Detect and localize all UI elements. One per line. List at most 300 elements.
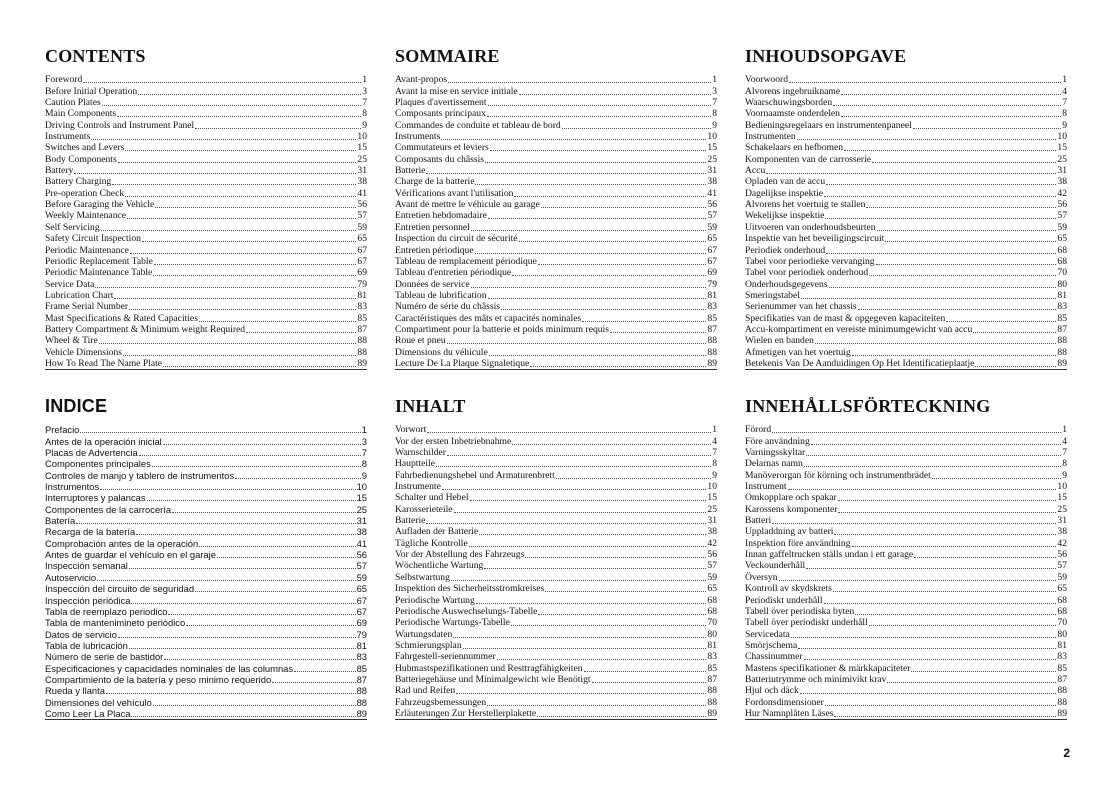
toc-entry-page: 57 [1057,560,1067,572]
toc-entry-page: 57 [707,210,717,222]
toc-entry-page: 9 [712,469,717,481]
dot-leader [485,162,706,163]
toc-entry-page: 38 [707,176,717,188]
dot-leader [562,128,711,129]
toc-entry-label: Tabla de reemplazo periodico [45,605,168,617]
toc-entry [745,85,1067,96]
toc-entry [745,515,1067,526]
toc-entry [395,628,717,639]
dot-leader [130,253,356,254]
toc-entry [395,256,717,267]
toc-entry [745,696,1067,707]
toc-entry-label: Periodische Wartungs-Tabelle [395,617,510,629]
toc-entry-page: 1 [1062,74,1067,86]
toc-entry [45,617,367,628]
section-title: INHALT [395,396,466,416]
dot-leader [106,693,356,694]
toc-entry-page: 38 [357,176,367,188]
toc-entry-page: 81 [357,289,367,301]
toc-entry-page: 9 [1062,469,1067,481]
toc-entry-label: Componentes principales [45,458,151,470]
toc-entry-label: Entretien personnel [395,221,470,233]
dot-leader [545,591,706,592]
dot-leader [447,343,707,344]
toc-entry [745,97,1067,108]
toc-entry [745,503,1067,514]
toc-entry [45,628,367,639]
toc-entry-page: 38 [707,526,717,538]
toc-entry [745,583,1067,594]
dot-leader [470,500,707,501]
toc-entry [745,708,1067,719]
dot-leader [779,580,1057,581]
toc-entry-label: Mastens specifikationer & märkkapaciteter [745,662,911,674]
dot-leader [153,275,356,276]
toc-entry [745,674,1067,685]
toc-entry [395,131,717,142]
dot-leader [131,603,355,604]
dot-leader [426,523,706,524]
toc-entry-page: 10 [356,481,367,493]
toc-entry [745,244,1067,255]
dot-leader [834,716,1056,717]
toc-entry [45,74,367,85]
toc-entry-page: 41 [707,187,717,199]
toc-entry-label: Hur Namnplåten Läses [745,707,834,719]
toc-entry [395,346,717,357]
toc-entry-page: 88 [1057,346,1067,358]
dot-leader [195,128,361,129]
toc-entry-label: Omkopplare och spakar [745,492,837,504]
dot-leader [824,196,1056,197]
toc-entry [395,503,717,514]
toc-entry-label: Periodic Maintenance [45,244,129,256]
toc-entry-page: 8 [712,108,717,120]
toc-entry-label: Tägliche Kontrolle [395,537,468,549]
section-dutch [745,44,1067,370]
dot-leader [811,444,1061,445]
toc-entry [745,358,1067,369]
dot-leader [272,682,355,683]
dot-leader [582,321,706,322]
toc-entry-label: Dagelijkse inspektie [745,187,824,199]
toc-entry-page: 89 [1057,707,1067,719]
toc-entry-page: 79 [707,278,717,290]
toc-entry-page: 79 [356,628,367,640]
toc-entry-label: Batteri [745,515,772,527]
toc-entry-page: 59 [1057,571,1067,583]
toc-entry-page: 59 [707,571,717,583]
toc-entry-page: 8 [361,458,367,470]
toc-entry-label: Instrumente [395,481,441,493]
toc-entry [45,233,367,244]
toc-entry-page: 56 [357,199,367,211]
toc-entry [45,199,367,210]
dot-leader [97,580,355,581]
dot-leader [91,139,356,140]
toc-entry-page: 88 [1057,335,1067,347]
toc-entry-label: Schmierungsplan [395,639,462,651]
toc-entry-page: 68 [1057,594,1067,606]
dot-leader [80,432,360,433]
toc-entry-label: Lubrication Chart [45,289,114,301]
toc-entry-label: Manöverorgan för körning och instrumentbrädet [745,469,931,481]
dot-leader [804,466,1061,467]
toc-entry-label: Erläuterungen Zur Herstellerplakette [395,707,537,719]
toc-entry-page: 65 [1057,583,1067,595]
dot-leader [469,546,707,547]
toc-entry-page: 56 [707,199,717,211]
toc-entry-page: 87 [1057,673,1067,685]
dot-leader [772,523,1056,524]
toc-entry [395,481,717,492]
toc-entry-label: Commandes de conduite et tableau de bord [395,119,561,131]
toc-entry [745,481,1067,492]
dot-leader [142,241,356,242]
toc-entry-page: 87 [356,673,367,685]
toc-entry-label: Smörjschema [745,639,798,651]
toc-entry [45,210,367,221]
toc-entry-page: 79 [357,278,367,290]
dot-leader [99,343,357,344]
toc-entry-page: 15 [707,142,717,154]
toc-entry-page: 69 [356,617,367,629]
toc-entry-page: 59 [356,571,367,583]
dot-leader [876,264,1057,265]
toc-entry-page: 41 [357,187,367,199]
toc-entry-label: Battery [45,165,74,177]
dot-leader [100,489,355,490]
toc-entry [395,696,717,707]
toc-entry [745,233,1067,244]
toc-entry-label: Vor der ersten Inbetriebnahme [395,435,512,447]
dot-leader [447,455,711,456]
dot-leader [772,432,1061,433]
toc-entry-label: Kontroll av skydskrets [745,583,832,595]
toc-entry-page: 1 [712,424,717,436]
toc-entry-label: Serienummer van het chassis [745,301,857,313]
toc-entry-label: Main Components [45,108,117,120]
toc-entry-label: Rad und Reifen [395,685,456,697]
dot-leader [186,625,355,626]
toc-entry [45,685,367,696]
dot-leader [512,444,711,445]
toc-entry-page: 10 [1057,131,1067,143]
toc-entry [395,301,717,312]
toc-entry [45,324,367,335]
toc-entry-page: 88 [357,335,367,347]
toc-entry-label: Batteriutrymme och minimivikt krav [745,673,887,685]
toc-entry [45,108,367,119]
dot-leader [426,173,706,174]
toc-entry [395,640,717,651]
toc-entry-page: 85 [707,662,717,674]
dot-leader [975,366,1056,367]
toc-entry-label: Composants du châssis [395,153,485,165]
dot-leader [490,150,707,151]
toc-entry [745,165,1067,176]
toc-list [745,74,1067,370]
toc-entry-page: 31 [1057,165,1067,177]
dot-leader [117,116,361,117]
toc-entry [745,335,1067,346]
toc-entry-label: Entretien périodique [395,244,474,256]
toc-entry-page: 83 [1057,651,1067,663]
toc-entry-page: 89 [356,707,367,719]
toc-entry [395,424,717,435]
section-title: INNEHÅLLSFÖRTECKNING [745,396,991,416]
toc-entry-page: 85 [707,312,717,324]
toc-entry-label: Charge de la batterie [395,176,475,188]
toc-entry-label: Karosserieteile [395,503,453,515]
dot-leader [294,671,356,672]
toc-entry [745,458,1067,469]
toc-entry-page: 56 [1057,199,1067,211]
toc-entry [45,290,367,301]
dot-leader [138,94,361,95]
toc-entry-label: Service Data [45,278,95,290]
toc-entry-page: 57 [356,560,367,572]
toc-entry-label: Accu [745,165,766,177]
toc-entry [45,335,367,346]
toc-entry-page: 8 [1062,108,1067,120]
dot-leader [153,705,356,706]
toc-entry-label: Entretien hebdomadaire [395,210,487,222]
toc-entry [395,708,717,719]
toc-entry-label: Instruments [45,131,91,143]
toc-entry-page: 10 [1057,481,1067,493]
toc-entry [45,435,367,446]
toc-entry [395,583,717,594]
dot-leader [147,500,356,501]
toc-entry-page: 3 [362,85,367,97]
toc-entry-page: 83 [707,301,717,313]
toc-entry-label: Controles de manjo y tablero de instrumentos [45,469,235,481]
toc-entry [45,278,367,289]
toc-entry-page: 81 [1057,289,1067,301]
dot-leader [127,218,356,219]
toc-entry-label: Foreword [45,74,83,86]
toc-entry-page: 88 [707,696,717,708]
dot-leader [199,321,356,322]
toc-entry-page: 65 [356,583,367,595]
toc-entry-page: 8 [1062,458,1067,470]
dot-leader [798,648,1056,649]
dot-leader [800,693,1057,694]
toc-entry-label: Inspection du circuit de sécurité [395,233,518,245]
toc-entry-page: 67 [356,605,367,617]
toc-entry-label: Alvorens het voertuig te stallen [745,199,866,211]
toc-entry-page: 67 [707,244,717,256]
toc-entry-label: Safety Circuit Inspection [45,233,141,245]
dot-leader [101,230,357,231]
toc-entry-label: Betekenis Van De Aanduidingen Op Het Identificatieplaatje [745,357,975,369]
toc-entry [45,458,367,469]
toc-entry-label: Fahrbedienungshebel und Armaturenbrett [395,469,555,481]
toc-entry-page: 88 [1057,685,1067,697]
dot-leader [872,162,1056,163]
toc-entry [395,447,717,458]
toc-entry [45,424,367,435]
toc-entry-label: Roue et pneu [395,335,446,347]
toc-entry [745,256,1067,267]
toc-entry [395,176,717,187]
toc-entry [745,210,1067,221]
toc-entry [745,628,1067,639]
toc-entry-page: 88 [356,685,367,697]
toc-entry-label: Instrumentos [45,481,100,493]
toc-entry [45,312,367,323]
toc-entry-page: 89 [707,357,717,369]
toc-entry [45,301,367,312]
toc-entry-page: 4 [712,435,717,447]
toc-entry [395,199,717,210]
toc-entry-page: 70 [1057,267,1067,279]
toc-entry [45,492,367,503]
toc-entry-label: Servicedata [745,628,790,640]
toc-entry-label: Before Initial Operation [45,85,138,97]
dot-leader [791,637,1057,638]
toc-entry [45,267,367,278]
toc-entry-label: Wekelijkse inspektie [745,210,825,222]
toc-entry [745,119,1067,130]
toc-entry [395,492,717,503]
toc-entry [745,424,1067,435]
toc-entry-label: Instrument [745,481,787,493]
toc-entry-page: 57 [1057,210,1067,222]
dot-leader [76,523,355,524]
dot-leader [463,648,707,649]
dot-leader [475,184,706,185]
toc-entry-page: 81 [707,639,717,651]
toc-entry [395,358,717,369]
toc-entry-label: Selbstwartung [395,571,450,583]
toc-entry [45,674,367,685]
dot-leader [497,659,707,660]
toc-entry-label: Periodic Replacement Table [45,255,153,267]
toc-entry-page: 8 [712,458,717,470]
toc-entry-label: Fordonsdimensioner [745,696,824,708]
toc-entry [45,244,367,255]
dot-leader [453,637,706,638]
toc-entry-page: 4 [1062,85,1067,97]
toc-entry [395,244,717,255]
toc-entry-label: Rueda y llanta [45,685,105,697]
toc-entry-page: 25 [1057,153,1067,165]
toc-entry [745,617,1067,628]
toc-entry-label: Pre-operation Check [45,187,125,199]
toc-entry [395,312,717,323]
toc-entry-label: Número de serie de bastidor [45,651,164,663]
toc-entry-label: Delarnas namn [745,458,803,470]
dot-leader [538,614,706,615]
toc-entry-label: Veckounderhåll [745,560,806,572]
toc-entry [395,142,717,153]
dot-leader [488,298,707,299]
toc-entry-label: Inspección semanal [45,560,128,572]
dot-leader [154,264,357,265]
toc-entry-label: Alvorens ingebruikname [745,85,841,97]
toc-entry [395,662,717,673]
toc-entry-page: 25 [357,153,367,165]
dot-leader [139,455,361,456]
dot-leader [826,253,1056,254]
toc-entry-label: Hjul och däck [745,685,799,697]
toc-entry [395,335,717,346]
toc-entry-label: Self Servicing [45,221,100,233]
toc-entry-page: 1 [361,424,367,436]
toc-entry-label: Batteriegehäuse und Minimalgewicht wie Benötigt [395,673,591,685]
section-title: INDICE [45,396,108,416]
dot-leader [610,332,706,333]
dot-leader [592,682,707,683]
toc-entry-page: 42 [707,537,717,549]
toc-entry-page: 87 [707,323,717,335]
toc-entry [45,515,367,526]
toc-entry-label: Komponenten van de carrosserie [745,153,872,165]
toc-entry [395,74,717,85]
toc-entry-page: 89 [357,357,367,369]
toc-entry [745,199,1067,210]
dot-leader [946,321,1056,322]
toc-entry-page: 56 [356,549,367,561]
dot-leader [801,298,1057,299]
toc-entry-page: 83 [707,651,717,663]
toc-entry-page: 83 [357,301,367,313]
toc-entry-page: 70 [707,617,717,629]
dot-leader [163,444,361,445]
toc-entry [395,187,717,198]
section-title: CONTENTS [45,46,146,66]
toc-entry [745,662,1067,673]
dot-leader [829,287,1057,288]
toc-entry [395,221,717,232]
toc-entry-page: 31 [707,165,717,177]
dot-leader [852,355,1057,356]
toc-entry-label: Battery Compartment & Minimum weight Required [45,323,246,335]
toc-entry-page: 89 [1057,357,1067,369]
toc-entry-label: Mast Specifications & Rated Capacities [45,312,198,324]
dot-leader [841,94,1061,95]
toc-entry-page: 10 [707,131,717,143]
toc-entry [45,549,367,560]
dot-leader [484,568,706,569]
toc-list [395,424,717,720]
toc-entry-label: Numéro de série du châssis [395,301,500,313]
toc-entry [45,594,367,605]
toc-entry-label: Wöchentliche Wartung [395,560,484,572]
toc-entry-page: 25 [356,503,367,515]
toc-entry-label: Periodiskt underhåll [745,594,823,606]
toc-entry-page: 41 [356,537,367,549]
dot-leader [511,625,707,626]
toc-entry [395,267,717,278]
dot-leader [788,489,1057,490]
dot-leader [556,478,711,479]
dot-leader [538,264,707,265]
toc-entry-label: Översyn [745,571,778,583]
toc-entry-label: Tabell över periodiskt underhåll [745,617,868,629]
dot-leader [152,466,361,467]
toc-entry-page: 83 [356,651,367,663]
dot-leader [834,534,1056,535]
toc-list [45,74,367,370]
toc-entry-page: 87 [357,323,367,335]
toc-entry-label: Schalter und Hebel [395,492,469,504]
toc-entry [745,267,1067,278]
toc-entry-label: Componentes de la carrocería [45,503,172,515]
toc-entry-page: 88 [357,346,367,358]
